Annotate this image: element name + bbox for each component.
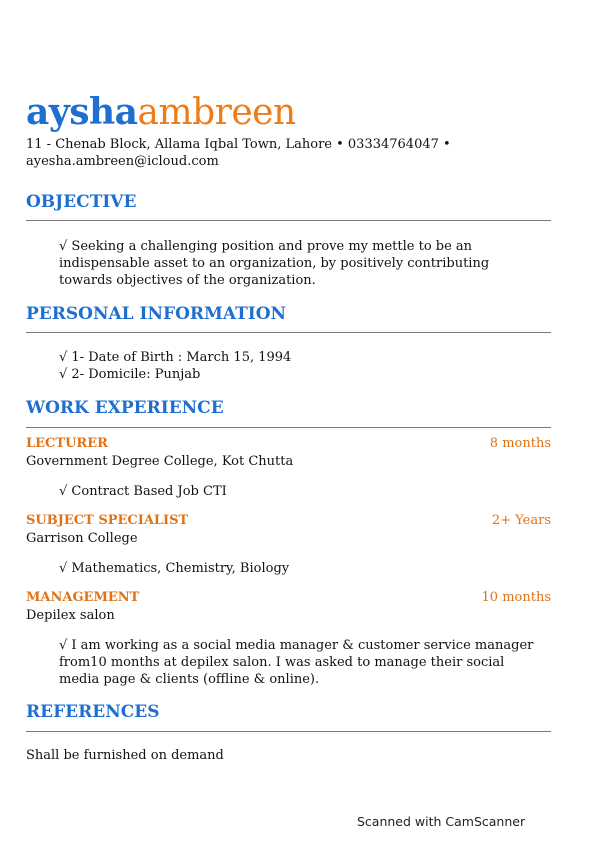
section-title-references: REFERENCES <box>26 702 160 722</box>
job-detail-lecturer: √ Contract Based Job CTI <box>59 484 227 499</box>
scanner-watermark: Scanned with CamScanner <box>357 814 526 829</box>
job-employer-subject-specialist: Garrison College <box>26 531 138 546</box>
section-divider-references <box>26 731 551 732</box>
job-title-management: MANAGEMENT <box>26 590 140 605</box>
job-employer-lecturer: Government Degree College, Kot Chutta <box>26 454 294 469</box>
job-detail-subject-specialist: √ Mathematics, Chemistry, Biology <box>59 561 290 576</box>
section-divider-personal <box>26 332 551 333</box>
references-text: Shall be furnished on demand <box>26 748 224 763</box>
candidate-name <box>26 92 296 133</box>
contact-email: ayesha.ambreen@icloud.com <box>26 154 219 169</box>
job-duration-management: 10 months <box>481 590 551 605</box>
personal-item-domicile: √ 2- Domicile: Punjab <box>59 367 201 382</box>
job-title-lecturer: LECTURER <box>26 436 108 451</box>
objective-text: √ Seeking a challenging position and prove my mettle to be an indispensable asset to an organization, by positively contributing towards objectives of the organization. <box>59 239 490 288</box>
section-title-work: WORK EXPERIENCE <box>26 398 224 418</box>
job-duration-subject-specialist: 2+ Years <box>491 513 551 528</box>
contact-address-phone: 11 - Chenab Block, Allama Iqbal Town, Lahore • 03334764047 • <box>26 137 451 152</box>
personal-item-dob: √ 1- Date of Birth : March 15, 1994 <box>59 350 292 365</box>
job-title-subject-specialist: SUBJECT SPECIALIST <box>26 513 189 528</box>
job-employer-management: Depilex salon <box>26 608 115 623</box>
section-title-personal: PERSONAL INFORMATION <box>26 304 287 324</box>
job-detail-management: √ I am working as a social media manager & customer service manager from10 months at depilex salon. I was asked to manage their social media page & clients (offline & online). <box>59 638 534 687</box>
section-divider-work <box>26 427 551 428</box>
last-name: ambreen <box>137 92 296 133</box>
section-title-objective: OBJECTIVE <box>26 192 137 212</box>
contact-info <box>26 136 556 170</box>
job-duration-lecturer: 8 months <box>489 436 551 451</box>
first-name: aysha <box>26 91 138 133</box>
section-divider-objective <box>26 220 551 221</box>
